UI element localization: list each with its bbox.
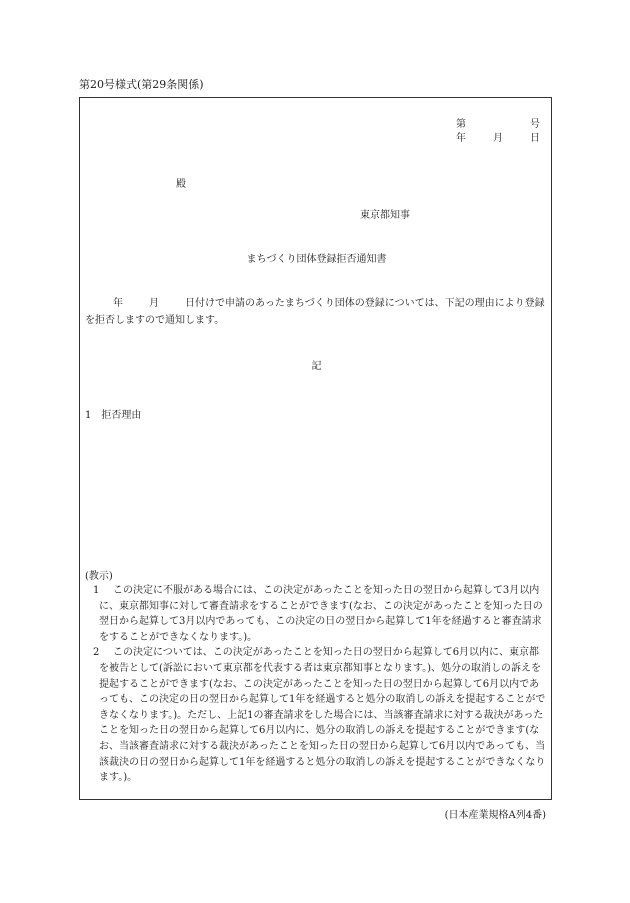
kyoji-list — [85, 583, 547, 786]
kyoji-item: 2 この決定については、この決定があったことを知った日の翌日から起算して6月以内に、東京都を被告として(訴訟において東京都を代表する者は東京都知事となります。)、処分の取消しの訴えを提起することができます(なお、この決定があったことを知った日の翌日から起算して6月以内であっても、この決定の日の翌日から起算して1年を経過すると処分の取消しの訴えを提起することができなくなります。)。ただし、上記1の審査請求をした場合には、当該審査請求に対する裁決があったことを知った日の翌日から起算して6月以内に、処分の取消しの訴えを提起することができます(なお、当該審査請求に対する裁決があったことを知った日の翌日から起算して6月以内であっても、当該裁決の日の翌日から起算して1年を経過すると処分の取消しの訴えを提起することができなくなります。)。 — [93, 647, 546, 784]
date-month: 月 — [493, 133, 503, 144]
notice-frame — [79, 97, 552, 800]
number-prefix: 第 — [456, 119, 466, 130]
ki-heading: 記 — [311, 361, 322, 372]
form-number-label: 第20号様式(第29条関係) — [79, 78, 204, 91]
notice-body: 年 月 日付けで申請のあったまちづくり団体の登録については、下記の理由により登録を拒否しますので通知します。 — [85, 298, 545, 326]
paper-size-note: (日本産業規格A列4番) — [444, 810, 546, 821]
reason-heading: 1 拒否理由 — [85, 410, 142, 421]
kyoji-item: 1 この決定に不服がある場合には、この決定があったことを知った日の翌日から起算して3月以内に、東京都知事に対して審査請求をすることができます(なお、この決定があったことを知った日の翌日から起算して3月以内であっても、この決定の日の翌日から起算して1年を経過すると審査請求をすることができなくなります。)。 — [93, 585, 543, 643]
date-year: 年 — [456, 133, 466, 144]
document-title: まちづくり団体登録拒否通知書 — [246, 254, 387, 265]
addressee: 殿 — [176, 179, 186, 190]
kyoji-label: (教示) — [85, 571, 113, 582]
issuer: 東京都知事 — [360, 210, 410, 221]
number-suffix: 号 — [530, 119, 540, 130]
date-day: 日 — [530, 133, 540, 144]
